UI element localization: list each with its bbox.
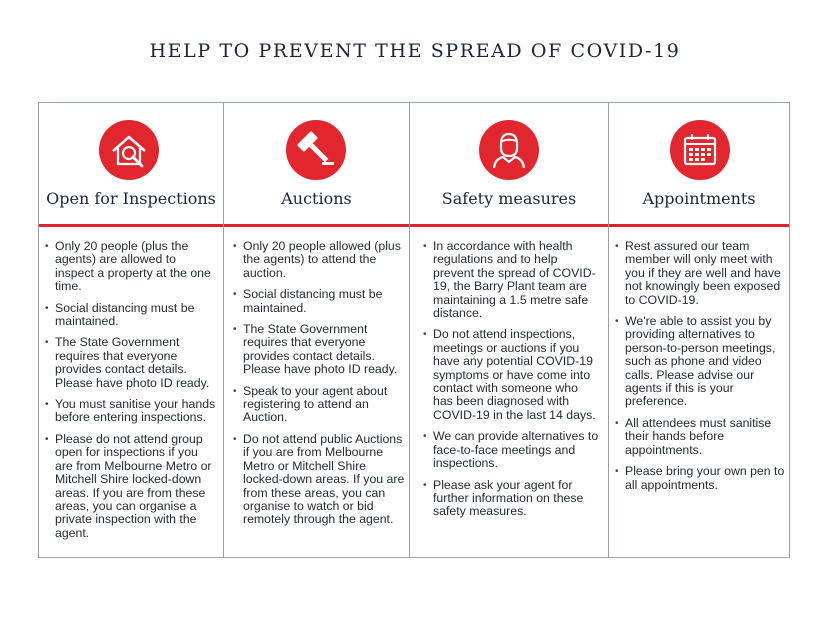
heading-safety-measures: Safety measures	[441, 189, 577, 208]
list-item: • Please do not attend group open for inspections if you are from Melbourne Metro or Mitchell Shire locked-down areas. If you are from these areas, you can organise a private inspection with the agent.	[45, 433, 217, 540]
house-search-icon	[99, 120, 159, 180]
list-item: • The State Government requires that everyone provides contact details. Please have photo ID ready.	[45, 336, 217, 390]
person-icon	[479, 120, 539, 180]
list-item: • Only 20 people allowed (plus the agents) to attend the auction.	[233, 240, 405, 280]
calendar-icon	[670, 120, 730, 180]
appointments-list	[615, 240, 785, 500]
list-item: • Please ask your agent for further information on these safety measures.	[423, 479, 601, 519]
inspections-list	[45, 240, 217, 548]
list-item: • Do not attend inspections, meetings or auctions if you have any potential COVID-19 symptoms or have come into contact with someone who has been diagnosed with COVID-19 in the last 14 days.	[423, 328, 601, 422]
column-open-for-inspections	[39, 103, 223, 557]
heading-auctions: Auctions	[281, 189, 352, 208]
gavel-icon	[286, 120, 346, 180]
auctions-list	[233, 240, 405, 535]
column-auctions	[223, 103, 409, 557]
list-item: • All attendees must sanitise their hands before appointments.	[615, 417, 785, 457]
list-item: • Speak to your agent about registering to attend an Auction.	[233, 385, 405, 425]
heading-appointments: Appointments	[642, 189, 756, 208]
list-item: • The State Government requires that everyone provides contact details. Please have photo ID ready.	[233, 323, 405, 377]
list-item: • We're able to assist you by providing alternatives to person-to-person meetings, such as phone and video calls. Please advise our agents if this is your preference.	[615, 315, 785, 409]
safety-list	[423, 240, 601, 527]
column-appointments	[608, 103, 789, 557]
list-item: • Only 20 people (plus the agents) are allowed to inspect a property at the one time.	[45, 240, 217, 294]
list-item: • Do not attend public Auctions if you are from Melbourne Metro or Mitchell Shire locked-down areas. If you are from these areas, you can organise to watch or bid remotely through the agent.	[233, 433, 405, 527]
list-item: • Social distancing must be maintained.	[233, 288, 405, 315]
list-item: • Please bring your own pen to all appointments.	[615, 465, 785, 492]
list-item: • You must sanitise your hands before entering inspections.	[45, 398, 217, 425]
heading-open-for-inspections: Open for Inspections	[46, 189, 216, 208]
list-item: • We can provide alternatives to face-to-face meetings and inspections.	[423, 430, 601, 470]
list-item: • Rest assured our team member will only meet with you if they are well and have not knowingly been exposed to COVID-19.	[615, 240, 785, 307]
list-item: • Social distancing must be maintained.	[45, 302, 217, 329]
list-item: • In accordance with health regulations and to help prevent the spread of COVID-19, the Barry Plant team are maintaining a 1.5 metre safe distance.	[423, 240, 601, 320]
page-title: HELP TO PREVENT THE SPREAD OF COVID-19	[149, 40, 681, 62]
info-table	[38, 102, 790, 558]
column-safety-measures	[409, 103, 608, 557]
